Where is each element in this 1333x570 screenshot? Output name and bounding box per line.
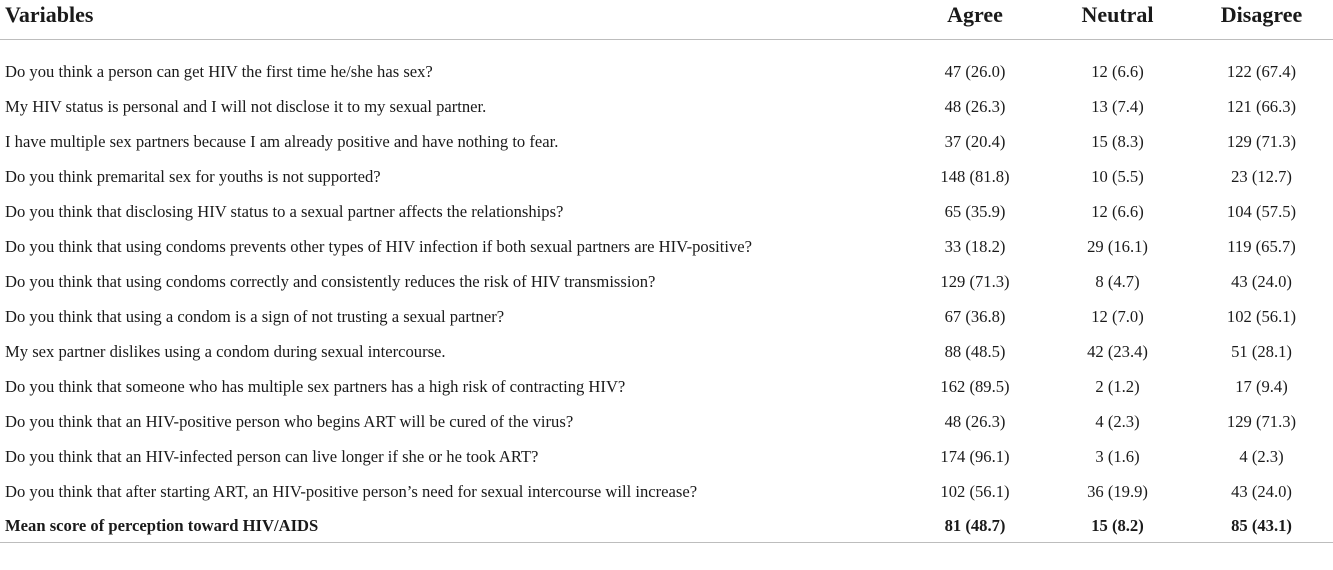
cell-variable: Do you think that disclosing HIV status to a sexual partner affects the relationships? [5,201,564,221]
cell-disagree: 121 (66.3) [1226,96,1297,116]
cell-neutral: 15 (8.3) [1091,131,1144,151]
cell-neutral: 10 (5.5) [1091,166,1144,186]
cell-disagree: 43 (24.0) [1231,271,1292,291]
cell-variable: Mean score of perception toward HIV/AIDS [0,509,905,543]
table-row [0,439,1333,474]
cell-disagree: 119 (65.7) [1227,236,1296,256]
cell-agree: 81 (48.7) [905,509,1045,543]
table-row [0,229,1333,264]
cell-variable: Do you think that an HIV-positive person who begins ART will be cured of the virus? [5,411,574,431]
cell-neutral: 2 (1.2) [1095,376,1140,396]
cell-neutral: 8 (4.7) [1095,271,1140,291]
cell-variable: Do you think that an HIV-infected person can live longer if she or he took ART? [5,446,539,466]
cell-disagree: 129 (71.3) [1226,411,1297,431]
header-agree: Agree [905,0,1045,40]
cell-agree: 67 (36.8) [944,306,1006,326]
cell-neutral: 4 (2.3) [1095,411,1140,431]
table-row [0,334,1333,369]
cell-disagree: 102 (56.1) [1226,306,1297,326]
cell-disagree: 104 (57.5) [1226,201,1297,221]
cell-agree: 148 (81.8) [940,166,1010,186]
cell-agree: 162 (89.5) [940,376,1010,396]
cell-variable: My sex partner dislikes using a condom during sexual intercourse. [5,341,446,361]
cell-neutral: 15 (8.2) [1045,509,1190,543]
cell-agree: 129 (71.3) [940,271,1010,291]
cell-neutral: 3 (1.6) [1095,446,1140,466]
cell-variable: Do you think that using a condom is a sign of not trusting a sexual partner? [5,306,505,326]
cell-agree: 102 (56.1) [940,481,1010,501]
cell-variable: Do you think that someone who has multiple sex partners has a high risk of contracting HIV? [5,376,626,396]
table-row [0,89,1333,124]
cell-agree: 48 (26.3) [944,96,1006,116]
cell-variable: Do you think that using condoms prevents other types of HIV infection if both sexual partners are HIV-positive? [5,236,753,256]
cell-agree: 65 (35.9) [944,201,1006,221]
header-disagree: Disagree [1190,0,1333,40]
cell-variable: Do you think a person can get HIV the first time he/she has sex? [5,61,433,81]
header-neutral: Neutral [1045,0,1190,40]
cell-variable: Do you think premarital sex for youths is not supported? [5,166,381,186]
cell-neutral: 42 (23.4) [1087,341,1148,361]
cell-disagree: 43 (24.0) [1231,481,1292,501]
cell-disagree: 85 (43.1) [1190,509,1333,543]
cell-agree: 88 (48.5) [944,341,1006,361]
cell-agree: 47 (26.0) [944,61,1006,81]
header-variables: Variables [0,0,905,40]
table-row [0,124,1333,159]
cell-variable: Do you think that after starting ART, an HIV-positive person’s need for sexual intercourse will increase? [5,481,698,501]
table-row [0,194,1333,229]
cell-agree: 37 (20.4) [944,131,1006,151]
table-row [0,264,1333,299]
cell-disagree: 51 (28.1) [1231,341,1292,361]
cell-agree: 48 (26.3) [944,411,1006,431]
cell-variable: My HIV status is personal and I will not disclose it to my sexual partner. [5,96,487,116]
table-row [0,40,1333,90]
cell-variable: I have multiple sex partners because I am already positive and have nothing to fear. [5,131,559,151]
cell-neutral: 36 (19.9) [1087,481,1148,501]
cell-agree: 174 (96.1) [940,446,1010,466]
cell-disagree: 17 (9.4) [1235,376,1288,396]
cell-agree: 33 (18.2) [944,236,1006,256]
table-row [0,369,1333,404]
table-body [0,40,1333,543]
cell-neutral: 13 (7.4) [1091,96,1144,116]
cell-disagree: 23 (12.7) [1231,166,1292,186]
cell-neutral: 12 (6.6) [1091,61,1144,81]
table-row [0,159,1333,194]
table-row [0,404,1333,439]
cell-neutral: 12 (6.6) [1091,201,1144,221]
table-row [0,474,1333,509]
table-row [0,299,1333,334]
mean-score-row [0,509,1333,543]
cell-neutral: 29 (16.1) [1087,236,1148,256]
cell-disagree: 129 (71.3) [1226,131,1297,151]
cell-neutral: 12 (7.0) [1091,306,1144,326]
table-header-row [0,0,1333,40]
cell-disagree: 122 (67.4) [1226,61,1297,81]
cell-disagree: 4 (2.3) [1239,446,1284,466]
cell-variable: Do you think that using condoms correctly and consistently reduces the risk of HIV transmission? [5,271,656,291]
